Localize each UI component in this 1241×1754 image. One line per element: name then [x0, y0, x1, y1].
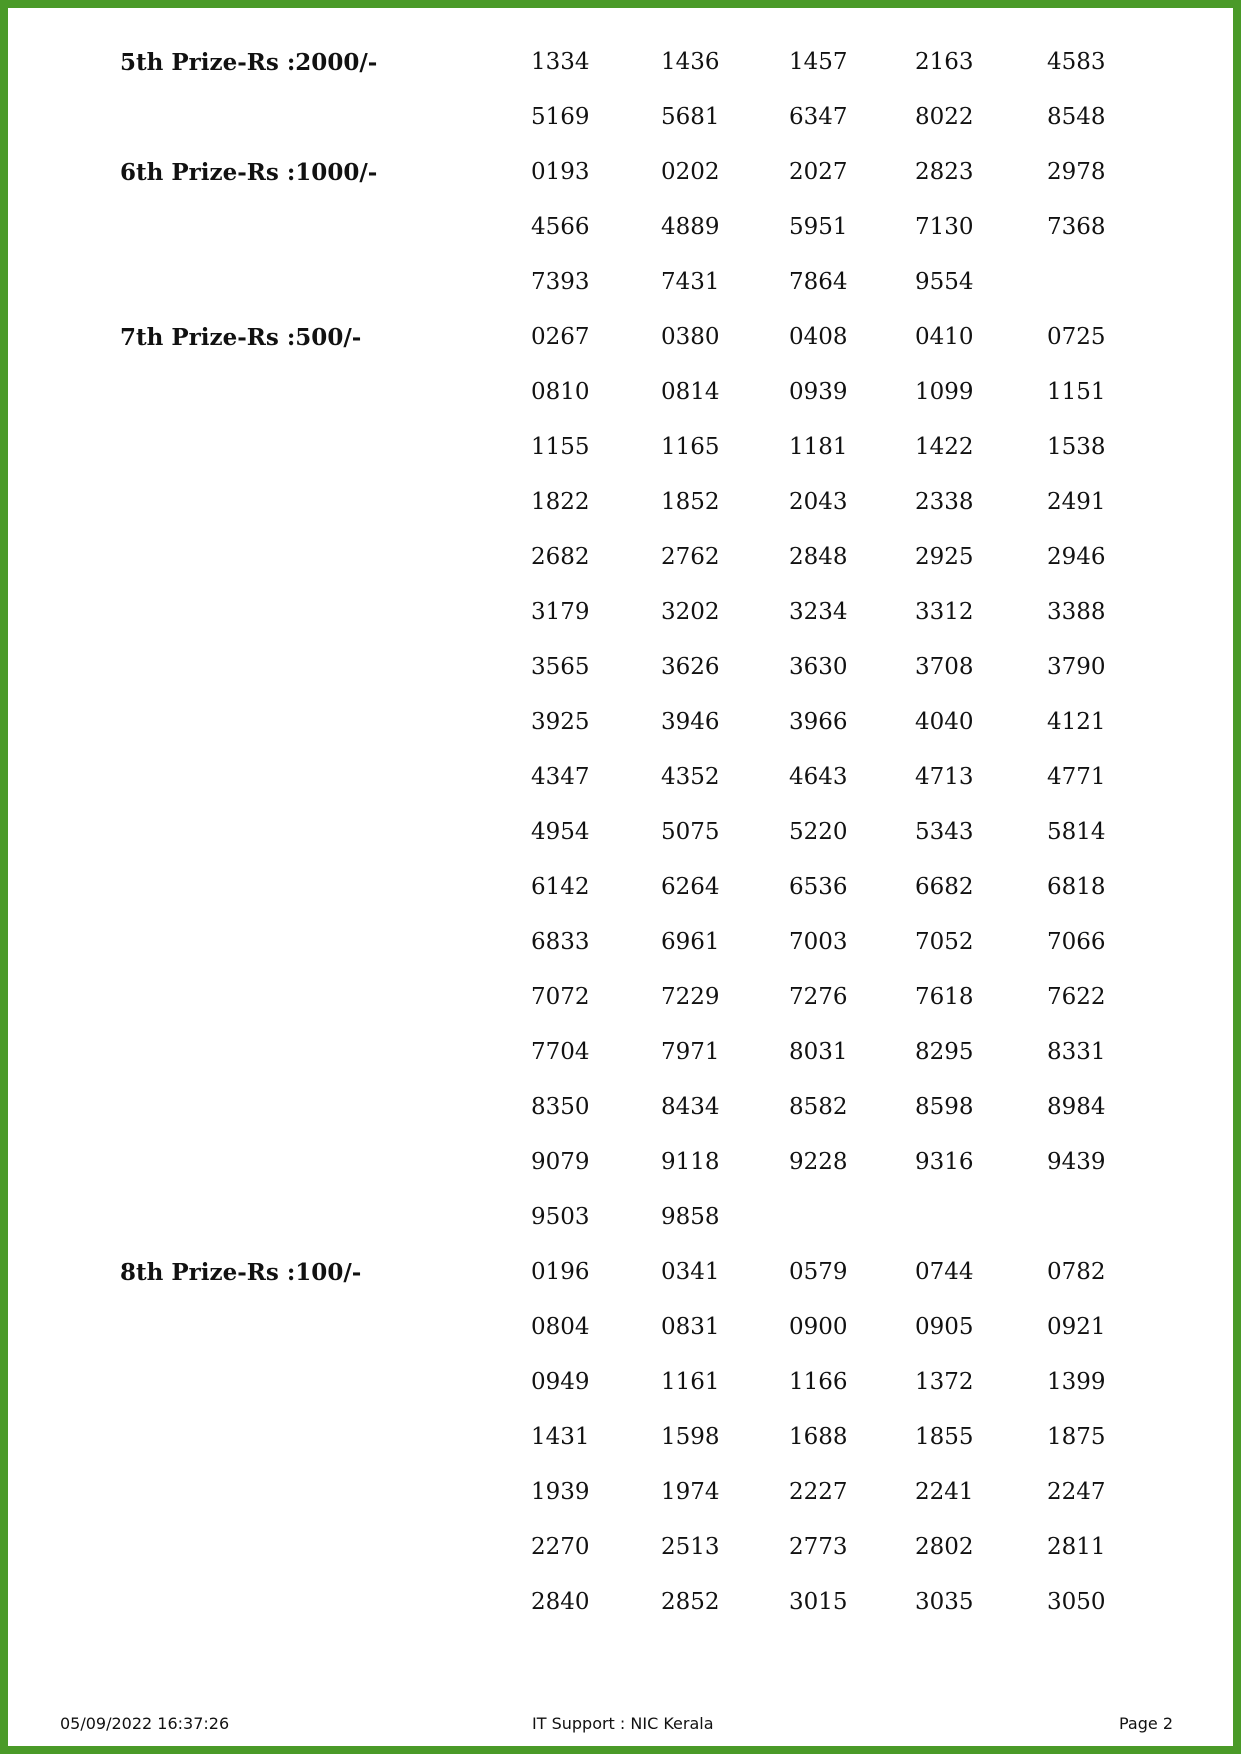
winning-number: 7003 — [789, 929, 848, 955]
winning-number: 1822 — [531, 489, 590, 515]
winning-number: 7066 — [1047, 929, 1106, 955]
winning-number: 8331 — [1047, 1039, 1106, 1065]
winning-number: 2682 — [531, 544, 590, 570]
winning-number: 8598 — [915, 1094, 974, 1120]
winning-number: 8350 — [531, 1094, 590, 1120]
winning-number: 0905 — [915, 1314, 974, 1340]
winning-number: 2978 — [1047, 159, 1106, 185]
winning-number: 7971 — [661, 1039, 720, 1065]
winning-number: 1155 — [531, 434, 590, 460]
winning-number: 8984 — [1047, 1094, 1106, 1120]
winning-number: 0408 — [789, 324, 848, 350]
winning-number: 3966 — [789, 709, 848, 735]
winning-number: 1161 — [661, 1369, 720, 1395]
winning-number: 2848 — [789, 544, 848, 570]
winning-number: 3626 — [661, 654, 720, 680]
winning-number: 1166 — [789, 1369, 848, 1395]
winning-number: 3708 — [915, 654, 974, 680]
winning-number: 7130 — [915, 214, 974, 240]
winning-number: 4713 — [915, 764, 974, 790]
prize-label: 5th Prize-Rs :2000/- — [120, 49, 378, 76]
winning-number: 8582 — [789, 1094, 848, 1120]
winning-number: 8031 — [789, 1039, 848, 1065]
winning-number: 8434 — [661, 1094, 720, 1120]
winning-number: 9079 — [531, 1149, 590, 1175]
winning-number: 3565 — [531, 654, 590, 680]
winning-number: 1099 — [915, 379, 974, 405]
winning-number: 7431 — [661, 269, 720, 295]
winning-number: 0810 — [531, 379, 590, 405]
footer-page-number: Page 2 — [1119, 1714, 1173, 1733]
winning-number: 0814 — [661, 379, 720, 405]
winning-number: 2241 — [915, 1479, 974, 1505]
winning-number: 5951 — [789, 214, 848, 240]
winning-number: 9439 — [1047, 1149, 1106, 1175]
winning-number: 0267 — [531, 324, 590, 350]
winning-number: 8295 — [915, 1039, 974, 1065]
winning-number: 0831 — [661, 1314, 720, 1340]
winning-number: 3312 — [915, 599, 974, 625]
footer-support: IT Support : NIC Kerala — [532, 1714, 714, 1733]
winning-number: 3388 — [1047, 599, 1106, 625]
winning-number: 0949 — [531, 1369, 590, 1395]
winning-number: 7276 — [789, 984, 848, 1010]
winning-number: 1431 — [531, 1424, 590, 1450]
winning-number: 2338 — [915, 489, 974, 515]
winning-number: 2802 — [915, 1534, 974, 1560]
winning-number: 5169 — [531, 104, 590, 130]
winning-number: 2163 — [915, 49, 974, 75]
winning-number: 9554 — [915, 269, 974, 295]
winning-number: 2247 — [1047, 1479, 1106, 1505]
winning-number: 0410 — [915, 324, 974, 350]
winning-number: 7622 — [1047, 984, 1106, 1010]
winning-number: 1457 — [789, 49, 848, 75]
winning-number: 2852 — [661, 1589, 720, 1615]
winning-number: 3179 — [531, 599, 590, 625]
winning-number: 9316 — [915, 1149, 974, 1175]
winning-number: 6961 — [661, 929, 720, 955]
winning-number: 1181 — [789, 434, 848, 460]
winning-number: 1598 — [661, 1424, 720, 1450]
winning-number: 2513 — [661, 1534, 720, 1560]
winning-number: 1372 — [915, 1369, 974, 1395]
winning-number: 9228 — [789, 1149, 848, 1175]
winning-number: 4121 — [1047, 709, 1106, 735]
winning-number: 1939 — [531, 1479, 590, 1505]
winning-number: 1688 — [789, 1424, 848, 1450]
winning-number: 3630 — [789, 654, 848, 680]
winning-number: 4352 — [661, 764, 720, 790]
winning-number: 3234 — [789, 599, 848, 625]
winning-number: 2270 — [531, 1534, 590, 1560]
winning-number: 1422 — [915, 434, 974, 460]
winning-number: 1852 — [661, 489, 720, 515]
winning-number: 6142 — [531, 874, 590, 900]
winning-number: 3790 — [1047, 654, 1106, 680]
winning-number: 1538 — [1047, 434, 1106, 460]
winning-number: 5343 — [915, 819, 974, 845]
winning-number: 0202 — [661, 159, 720, 185]
winning-number: 4954 — [531, 819, 590, 845]
winning-number: 4643 — [789, 764, 848, 790]
winning-number: 6818 — [1047, 874, 1106, 900]
winning-number: 2491 — [1047, 489, 1106, 515]
winning-number: 5681 — [661, 104, 720, 130]
winning-number: 4583 — [1047, 49, 1106, 75]
winning-number: 5075 — [661, 819, 720, 845]
winning-number: 1855 — [915, 1424, 974, 1450]
winning-number: 2762 — [661, 544, 720, 570]
winning-number: 7864 — [789, 269, 848, 295]
winning-number: 9118 — [661, 1149, 720, 1175]
winning-number: 6682 — [915, 874, 974, 900]
winning-number: 0804 — [531, 1314, 590, 1340]
winning-number: 0579 — [789, 1259, 848, 1285]
winning-number: 2027 — [789, 159, 848, 185]
winning-number: 2946 — [1047, 544, 1106, 570]
winning-number: 3202 — [661, 599, 720, 625]
winning-number: 8022 — [915, 104, 974, 130]
winning-number: 5220 — [789, 819, 848, 845]
winning-number: 3925 — [531, 709, 590, 735]
winning-number: 2925 — [915, 544, 974, 570]
winning-number: 1875 — [1047, 1424, 1106, 1450]
winning-number: 0782 — [1047, 1259, 1106, 1285]
winning-number: 6347 — [789, 104, 848, 130]
prize-label: 6th Prize-Rs :1000/- — [120, 159, 378, 186]
winning-number: 1334 — [531, 49, 590, 75]
footer-timestamp: 05/09/2022 16:37:26 — [60, 1714, 230, 1733]
winning-number: 7072 — [531, 984, 590, 1010]
winning-number: 0725 — [1047, 324, 1106, 350]
winning-number: 0900 — [789, 1314, 848, 1340]
winning-number: 1974 — [661, 1479, 720, 1505]
winning-number: 0921 — [1047, 1314, 1106, 1340]
winning-number: 7618 — [915, 984, 974, 1010]
winning-number: 4347 — [531, 764, 590, 790]
winning-number: 9503 — [531, 1204, 590, 1230]
winning-number: 2840 — [531, 1589, 590, 1615]
winning-number: 7052 — [915, 929, 974, 955]
winning-number: 1165 — [661, 434, 720, 460]
winning-number: 7704 — [531, 1039, 590, 1065]
winning-number: 1151 — [1047, 379, 1106, 405]
winning-number: 8548 — [1047, 104, 1106, 130]
winning-number: 7368 — [1047, 214, 1106, 240]
winning-number: 4040 — [915, 709, 974, 735]
winning-number: 2227 — [789, 1479, 848, 1505]
winning-number: 9858 — [661, 1204, 720, 1230]
winning-number: 4889 — [661, 214, 720, 240]
prize-label: 8th Prize-Rs :100/- — [120, 1259, 362, 1286]
winning-number: 3946 — [661, 709, 720, 735]
winning-number: 3035 — [915, 1589, 974, 1615]
winning-number: 3050 — [1047, 1589, 1106, 1615]
winning-number: 0196 — [531, 1259, 590, 1285]
winning-number: 4771 — [1047, 764, 1106, 790]
winning-number: 4566 — [531, 214, 590, 240]
winning-number: 3015 — [789, 1589, 848, 1615]
winning-number: 0380 — [661, 324, 720, 350]
winning-number: 0193 — [531, 159, 590, 185]
winning-number: 7393 — [531, 269, 590, 295]
winning-number: 0939 — [789, 379, 848, 405]
winning-number: 6264 — [661, 874, 720, 900]
prize-label: 7th Prize-Rs :500/- — [120, 324, 362, 351]
winning-number: 2773 — [789, 1534, 848, 1560]
winning-number: 0341 — [661, 1259, 720, 1285]
winning-number: 5814 — [1047, 819, 1106, 845]
winning-number: 6833 — [531, 929, 590, 955]
winning-number: 1436 — [661, 49, 720, 75]
winning-number: 1399 — [1047, 1369, 1106, 1395]
winning-number: 7229 — [661, 984, 720, 1010]
winning-number: 2811 — [1047, 1534, 1106, 1560]
winning-number: 2043 — [789, 489, 848, 515]
winning-number: 6536 — [789, 874, 848, 900]
winning-number: 2823 — [915, 159, 974, 185]
winning-number: 0744 — [915, 1259, 974, 1285]
